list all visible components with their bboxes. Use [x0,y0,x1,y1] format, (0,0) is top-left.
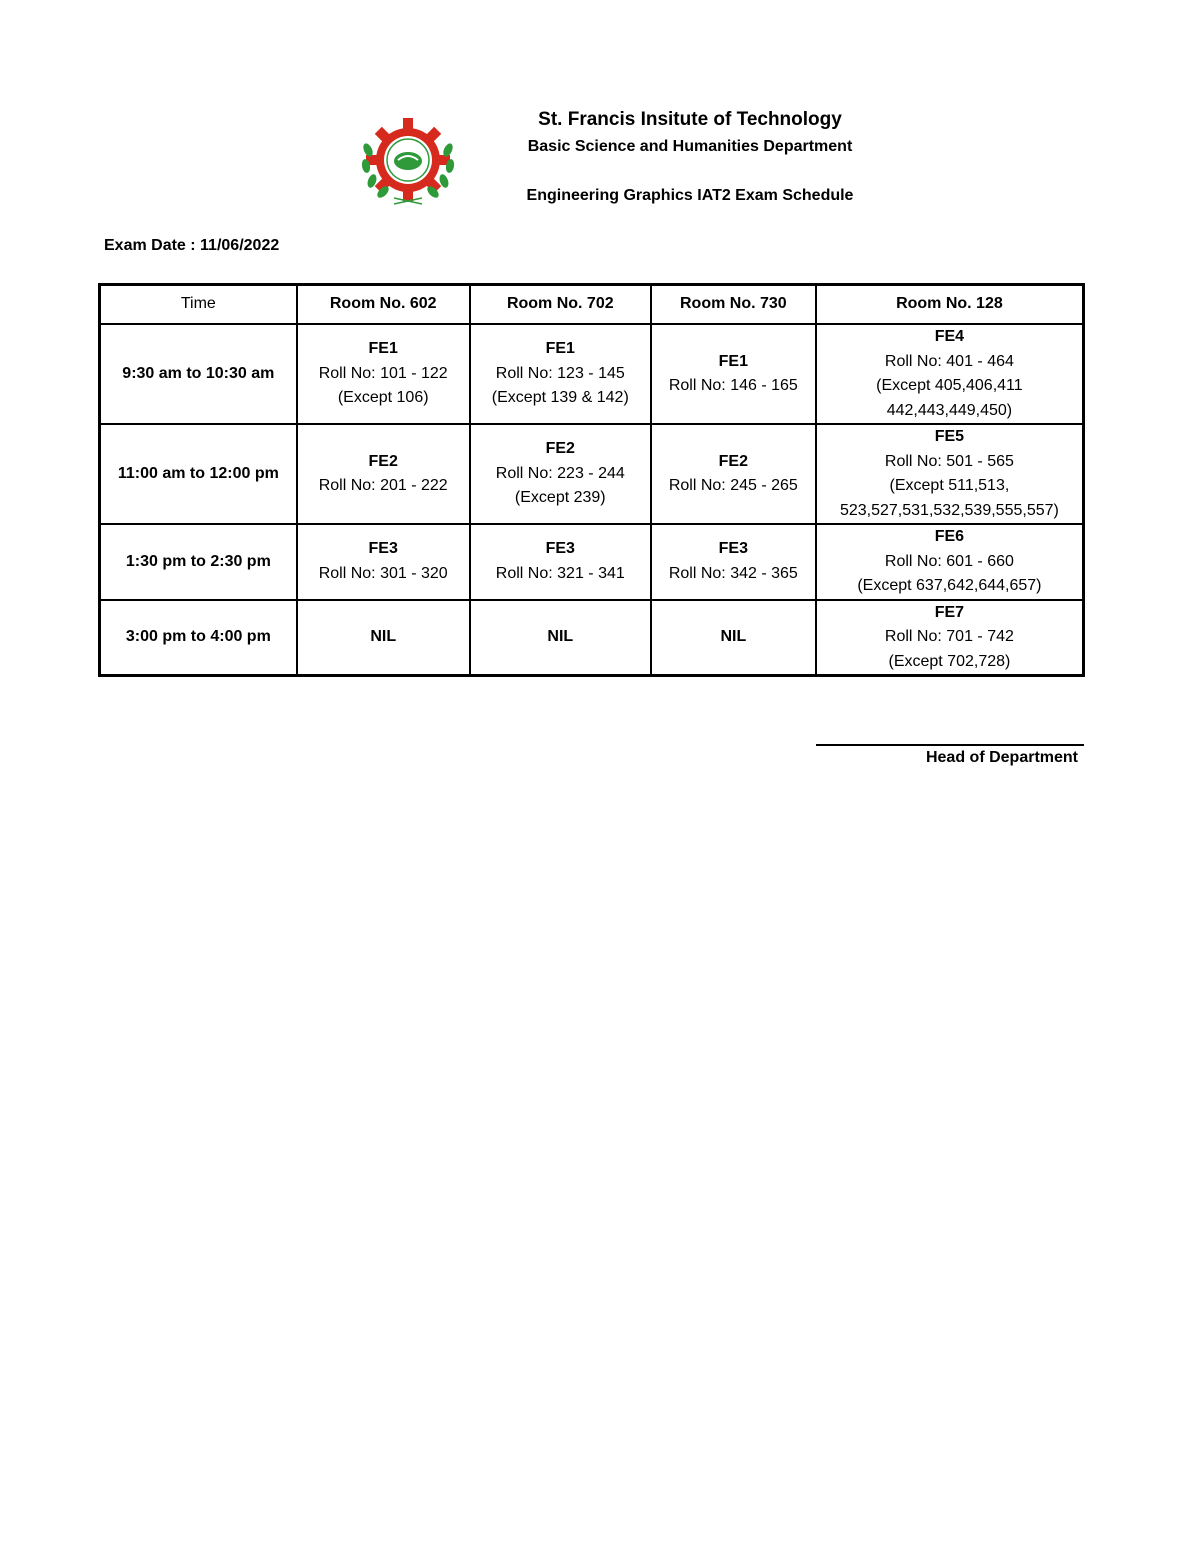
room-cell [470,524,651,600]
roll-range: Roll No: 401 - 464 [884,352,1014,370]
roll-exceptions-cont: 442,443,449,450) [886,401,1013,419]
room-cell [651,424,816,524]
roll-exceptions: (Except 405,406,411 [876,377,1023,394]
group-label: FE3 [718,540,748,558]
roll-exceptions: (Except 106) [337,389,429,407]
exam-schedule-table [98,283,1085,677]
time-slot: 3:00 pm to 4:00 pm [100,600,297,676]
room-cell [816,524,1084,600]
room-cell [470,600,651,676]
roll-exceptions: (Except 511,513, [889,477,1010,494]
roll-range: Roll No: 245 - 265 [668,477,798,494]
room-cell [651,324,816,424]
roll-range: Roll No: 501 - 565 [884,452,1014,470]
roll-exceptions: (Except 139 & 142) [491,389,629,407]
group-label: FE4 [934,328,965,345]
roll-range: Roll No: 301 - 320 [318,564,448,582]
room-cell [297,324,470,424]
institute-name: St. Francis Insitute of Technology [538,109,842,130]
college-logo [358,110,458,210]
table-row [100,424,1084,524]
time-slot: 9:30 am to 10:30 am [100,324,297,424]
room-cell [470,424,651,524]
time-slot: 1:30 pm to 2:30 pm [100,524,297,600]
group-label: FE1 [718,352,748,370]
group-label: FE2 [718,452,748,470]
group-label: FE1 [368,340,398,358]
header-room-730: Room No. 730 [651,285,816,325]
group-label: FE3 [545,540,575,558]
roll-range: Roll No: 321 - 341 [495,564,625,582]
header-room-128: Room No. 128 [816,285,1084,325]
nil-label: NIL [370,628,397,645]
room-cell [470,324,651,424]
group-label: FE2 [545,440,575,458]
roll-exceptions: (Except 702,728) [888,652,1011,670]
group-label: FE1 [545,340,575,358]
roll-range: Roll No: 146 - 165 [668,377,798,394]
roll-exceptions-cont: 523,527,531,532,539,555,557) [839,501,1059,519]
exam-date: Exam Date : 11/06/2022 [104,237,280,254]
room-cell [297,524,470,600]
room-cell [816,324,1084,424]
time-slot: 11:00 am to 12:00 pm [100,424,297,524]
schedule-title: Engineering Graphics IAT2 Exam Schedule [526,187,854,204]
group-label: FE6 [934,528,965,545]
header-room-602: Room No. 602 [297,285,470,325]
table-header-row [100,285,1084,325]
roll-range: Roll No: 601 - 660 [884,552,1014,570]
room-cell [297,424,470,524]
group-label: FE2 [368,452,398,470]
group-label: FE7 [934,603,965,621]
room-cell [297,600,470,676]
roll-exceptions: (Except 239) [514,489,606,507]
signature-label: Head of Department [925,749,1078,766]
room-cell [651,524,816,600]
signature-line [816,744,1084,746]
roll-range: Roll No: 201 - 222 [318,477,448,494]
table-row [100,324,1084,424]
room-cell [651,600,816,676]
roll-range: Roll No: 223 - 244 [495,464,625,482]
department-name: Basic Science and Humanities Department [527,138,853,155]
nil-label: NIL [547,628,574,645]
room-cell [816,424,1084,524]
roll-range: Roll No: 701 - 742 [884,628,1014,645]
group-label: FE5 [934,428,965,445]
nil-label: NIL [720,628,747,645]
header-room-702: Room No. 702 [470,285,651,325]
group-label: FE3 [368,540,398,558]
roll-range: Roll No: 123 - 145 [495,364,625,382]
room-cell [816,600,1084,676]
roll-range: Roll No: 101 - 122 [318,364,448,382]
table-row [100,524,1084,600]
roll-exceptions: (Except 637,642,644,657) [857,577,1042,594]
table-row [100,600,1084,676]
roll-range: Roll No: 342 - 365 [668,564,798,582]
header-time: Time [100,285,297,325]
